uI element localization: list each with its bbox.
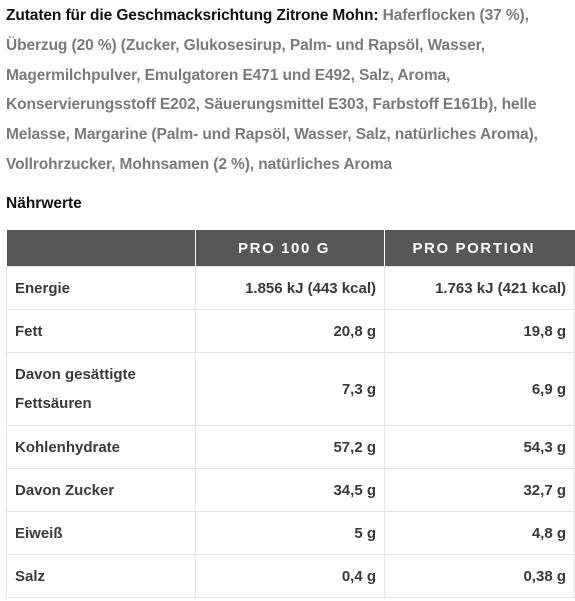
header-per-100g: PRO 100 G xyxy=(196,230,385,267)
table-row xyxy=(7,512,575,555)
value-per-portion: 6,9 g xyxy=(385,353,575,426)
nutrient-label: Eiweiß xyxy=(7,512,196,555)
nutrient-label: Fett xyxy=(7,310,196,353)
nutrition-header-row xyxy=(7,230,575,267)
value-per-100g: 1.856 kJ (443 kcal) xyxy=(196,267,385,310)
nutrient-label: Davon Zucker xyxy=(7,469,196,512)
nutrient-label: Kohlenhydrate xyxy=(7,426,196,469)
nutrient-label: Energie xyxy=(7,267,196,310)
value-per-portion: 54,3 g xyxy=(385,426,575,469)
value-per-portion: 1.763 kJ (421 kcal) xyxy=(385,267,575,310)
table-row xyxy=(7,426,575,469)
table-row xyxy=(7,267,575,310)
value-per-100g: 7,3 g xyxy=(196,353,385,426)
table-row xyxy=(7,310,575,353)
value-per-portion: 19,8 g xyxy=(385,310,575,353)
ingredients-text xyxy=(6,1,568,180)
header-blank-cell xyxy=(7,230,196,267)
value-per-100g: 34,5 g xyxy=(196,469,385,512)
value-per-100g: 5 g xyxy=(196,512,385,555)
nutrition-title: Nährwerte xyxy=(6,195,82,212)
value-per-100g: 57,2 g xyxy=(196,426,385,469)
value-per-100g: 20,8 g xyxy=(196,310,385,353)
table-row xyxy=(7,555,575,598)
ingredients-heading: Zutaten für die Geschmacksrichtung Zitrone Mohn: xyxy=(6,7,379,24)
value-per-100g: 0,4 g xyxy=(196,555,385,598)
nutrient-label: Davon gesättigte Fettsäuren xyxy=(7,353,196,426)
value-per-portion: 32,7 g xyxy=(385,469,575,512)
table-row xyxy=(7,469,575,512)
value-per-portion: 0,38 g xyxy=(385,555,575,598)
nutrition-table xyxy=(6,230,575,598)
header-per-portion: PRO PORTION xyxy=(385,230,575,267)
value-per-portion: 4,8 g xyxy=(385,512,575,555)
table-row xyxy=(7,353,575,426)
ingredients-list: Haferflocken (37 %), Überzug (20 %) (Zucker, Glukosesirup, Palm- und Rapsöl, Wasser, Magermilchpulver, Emulgatoren E471 und E492, Salz, Aroma, Konservierungsstoff E202, Säuerungsmittel E303, Farbstoff E161b), helle Melasse, Margarine (Palm- und Rapsöl, Wasser, Salz, natürliches Aroma), Vollrohrzucker, Mohnsamen (2 %), natürliches Aroma xyxy=(6,7,538,173)
nutrient-label: Salz xyxy=(7,555,196,598)
